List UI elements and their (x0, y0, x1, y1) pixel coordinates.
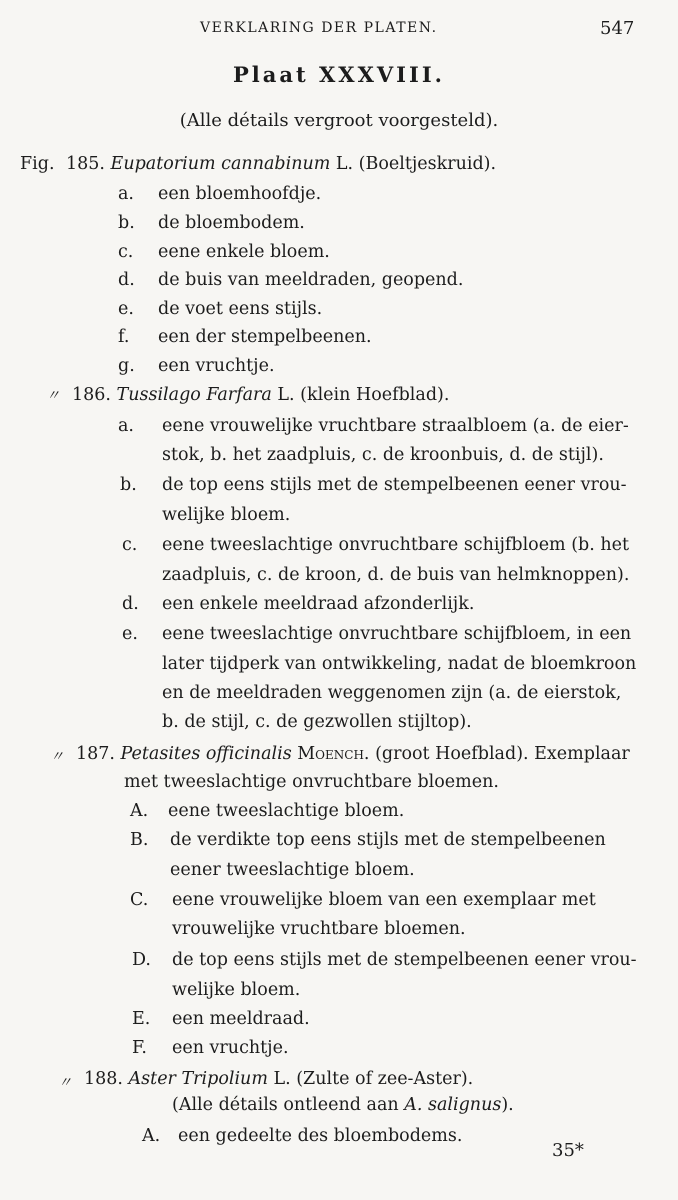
item-text: eene vrouwelijke vruchtbare straalbloem (a. de eier- (162, 416, 629, 436)
item-text: welijke bloem. (172, 980, 301, 1000)
item-letter: c. (122, 535, 138, 555)
item-letter: f. (118, 327, 130, 347)
figure-number: 187. (76, 744, 115, 764)
item-text: later tijdperk van ontwikkeling, nadat de bloemkroon (162, 654, 637, 674)
item-letter: E. (132, 1009, 151, 1029)
item-letter: a. (118, 416, 134, 436)
item-text: de top eens stijls met de stempelbeenen eener vrou- (172, 950, 637, 970)
species-name: Eupatorium cannabinum (110, 154, 331, 174)
item-text: eene tweeslachtige onvruchtbare schijfbloem (b. het (162, 535, 630, 555)
item-text: stok, b. het zaadpluis, c. de kroonbuis, d. de stijl). (162, 445, 604, 465)
item-letter: d. (122, 594, 139, 614)
note-suffix: ). (501, 1095, 514, 1115)
figure-heading-rest: L. (Boeltjeskruid). (330, 154, 497, 174)
species-name: Aster Tripolium (128, 1069, 268, 1089)
running-head (0, 18, 678, 42)
plate-title: Plaat XXXVIII. (233, 62, 445, 87)
note-text: (Alle détails ontleend aan (172, 1095, 405, 1115)
item-letter: C. (130, 890, 149, 910)
item-letter: d. (118, 270, 135, 290)
item-text: eene vrouwelijke bloem van een exemplaar met (172, 890, 596, 910)
figure-number: 186. (72, 385, 111, 405)
item-text: eene tweeslachtige bloem. (168, 801, 405, 821)
item-letter: e. (118, 299, 134, 319)
figure-heading-rest: L. (Zulte of zee-Aster). (267, 1069, 474, 1089)
page-number: 547 (600, 18, 635, 39)
item-letter: c. (118, 242, 134, 262)
item-text: de voet eens stijls. (158, 299, 323, 319)
item-text: de bloembodem. (158, 213, 305, 233)
item-text: een der stempelbeenen. (158, 327, 372, 347)
item-letter: a. (118, 184, 134, 204)
figure-note (172, 1093, 514, 1117)
item-text: de top eens stijls met de stempelbeenen eener vrou- (162, 475, 627, 495)
item-letter: D. (132, 950, 151, 970)
item-letter: F. (132, 1038, 147, 1058)
item-text: vrouwelijke vruchtbare bloemen. (172, 919, 466, 939)
item-text: een vruchtje. (172, 1038, 289, 1058)
figure-heading-rest: L. (klein Hoefblad). (271, 385, 450, 405)
figure-heading-rest: (groot Hoefblad). Exemplaar (369, 744, 630, 764)
figure-number: 185. (66, 154, 105, 174)
item-text: een enkele meeldraad afzonderlijk. (162, 594, 475, 614)
item-letter: b. (120, 475, 137, 495)
figure-heading-continuation: met tweeslachtige onvruchtbare bloemen. (124, 772, 499, 792)
author-name: Moench. (297, 744, 370, 764)
item-text: een gedeelte des bloembodems. (178, 1126, 463, 1146)
signature-mark: 35* (552, 1140, 584, 1161)
note-species: A. salignus (404, 1095, 502, 1115)
item-text: zaadpluis, c. de kroon, d. de buis van helmknoppen). (162, 565, 630, 585)
figure-prefix: Fig. (20, 154, 55, 174)
item-letter: g. (118, 356, 135, 376)
item-text: een meeldraad. (172, 1009, 310, 1029)
item-letter: A. (130, 801, 149, 821)
item-text: eene tweeslachtige onvruchtbare schijfbloem, in een (162, 624, 632, 644)
item-text: de verdikte top eens stijls met de stempelbeenen (170, 830, 606, 850)
plate-subtitle: (Alle détails vergroot voorgesteld). (179, 110, 499, 131)
item-text: de buis van meeldraden, geopend. (158, 270, 464, 290)
figure-heading-186 (72, 383, 449, 407)
item-text: eene enkele bloem. (158, 242, 330, 262)
ditto-mark: 〃 (50, 749, 64, 765)
item-text: een bloemhoofdje. (158, 184, 322, 204)
item-text: en de meeldraden weggenomen zijn (a. de eierstok, (162, 683, 622, 703)
item-text: een vruchtje. (158, 356, 275, 376)
ditto-mark: 〃 (46, 388, 60, 404)
running-title: VERKLARING DER PLATEN. (200, 20, 438, 36)
item-letter: b. (118, 213, 135, 233)
item-letter: A. (142, 1126, 161, 1146)
item-letter: e. (122, 624, 138, 644)
item-letter: B. (130, 830, 149, 850)
figure-number: 188. (84, 1069, 123, 1089)
item-text: eener tweeslachtige bloem. (170, 860, 415, 880)
figure-heading-185 (66, 152, 496, 176)
species-name: Tussilago Farfara (116, 385, 272, 405)
species-name: Petasites officinalis (120, 744, 292, 764)
figure-heading-187 (76, 742, 630, 766)
item-text: welijke bloem. (162, 505, 291, 525)
ditto-mark: 〃 (58, 1075, 72, 1091)
item-text: b. de stijl, c. de gezwollen stijltop). (162, 712, 472, 732)
figure-heading-188 (84, 1067, 473, 1091)
